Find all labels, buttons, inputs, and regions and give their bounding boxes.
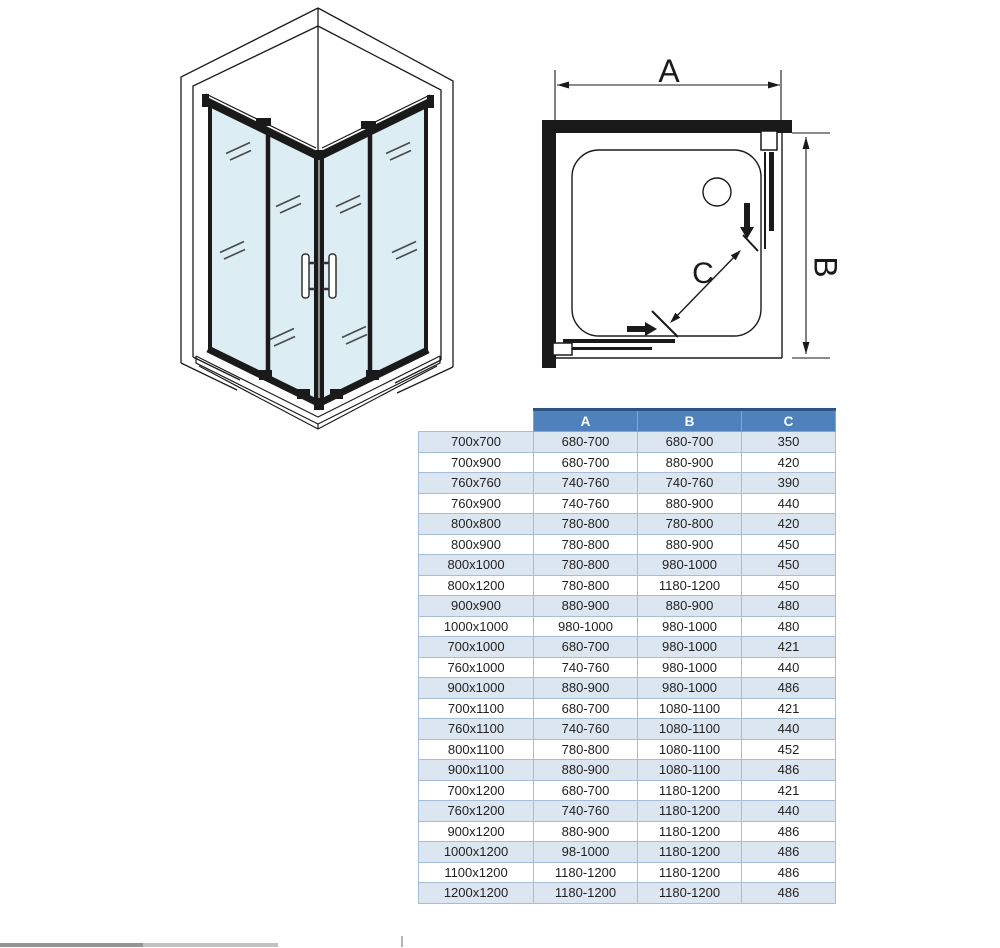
table-cell: 780-800 — [638, 514, 742, 535]
table-cell: 980-1000 — [638, 657, 742, 678]
table-row — [419, 637, 836, 658]
col-a-header: A — [534, 410, 638, 432]
table-row — [419, 780, 836, 801]
table-cell: 420 — [742, 452, 836, 473]
table-row — [419, 473, 836, 494]
table-cell: 880-900 — [638, 596, 742, 617]
table-cell: 700x700 — [419, 432, 534, 453]
table-cell: 740-760 — [534, 719, 638, 740]
table-cell: 480 — [742, 596, 836, 617]
table-cell: 486 — [742, 678, 836, 699]
table-cell: 740-760 — [534, 493, 638, 514]
table-cell: 1080-1100 — [638, 698, 742, 719]
table-header-row — [419, 410, 836, 432]
table-cell: 700x1100 — [419, 698, 534, 719]
table-cell: 486 — [742, 821, 836, 842]
isometric-view — [181, 8, 453, 429]
dim-a-label: A — [658, 53, 680, 89]
col-c-header: C — [742, 410, 836, 432]
table-row — [419, 493, 836, 514]
table-body — [419, 432, 836, 904]
table-cell: 880-900 — [638, 452, 742, 473]
table-cell: 760x1200 — [419, 801, 534, 822]
table-cell: 450 — [742, 534, 836, 555]
table-cell: 486 — [742, 883, 836, 904]
table-cell: 1000x1200 — [419, 842, 534, 863]
table-cell: 486 — [742, 842, 836, 863]
table-cell: 980-1000 — [638, 678, 742, 699]
table-cell: 880-900 — [534, 821, 638, 842]
slide-arrow-down — [740, 203, 754, 239]
size-table — [418, 408, 836, 904]
horizontal-scrollbar[interactable] — [0, 943, 278, 947]
table-cell: 880-900 — [534, 678, 638, 699]
table-cell: 880-900 — [534, 760, 638, 781]
table-cell: 980-1000 — [638, 637, 742, 658]
table-cell: 421 — [742, 780, 836, 801]
table-row — [419, 596, 836, 617]
table-cell: 680-700 — [534, 452, 638, 473]
door-edge-tick-top — [743, 235, 758, 251]
plan-wall-left — [542, 120, 556, 368]
plan-door-bottom — [553, 341, 675, 355]
scrollbar-tick — [401, 936, 403, 947]
table-cell: 880-900 — [638, 493, 742, 514]
table-cell: 390 — [742, 473, 836, 494]
table-cell: 1180-1200 — [534, 883, 638, 904]
table-row — [419, 575, 836, 596]
table-cell: 800x1200 — [419, 575, 534, 596]
scrollbar-thumb[interactable] — [0, 943, 143, 947]
table-cell: 880-900 — [534, 596, 638, 617]
dimension-c — [670, 250, 741, 323]
table-row — [419, 514, 836, 535]
table-cell: 880-900 — [638, 534, 742, 555]
slide-arrow-right — [627, 322, 657, 336]
table-row — [419, 801, 836, 822]
dimension-b — [792, 133, 844, 358]
table-cell: 780-800 — [534, 555, 638, 576]
table-row — [419, 452, 836, 473]
table-cell: 98-1000 — [534, 842, 638, 863]
table-cell: 486 — [742, 862, 836, 883]
table-cell: 700x1000 — [419, 637, 534, 658]
table-cell: 680-700 — [534, 698, 638, 719]
table-cell: 780-800 — [534, 534, 638, 555]
table-cell: 1080-1100 — [638, 719, 742, 740]
table-cell: 1180-1200 — [638, 801, 742, 822]
dim-b-label: B — [807, 256, 844, 278]
table-cell: 780-800 — [534, 514, 638, 535]
table-cell: 440 — [742, 801, 836, 822]
table-cell: 780-800 — [534, 575, 638, 596]
table-cell: 1180-1200 — [638, 821, 742, 842]
table-cell: 421 — [742, 637, 836, 658]
roller-left — [256, 118, 271, 126]
table-cell: 740-760 — [638, 473, 742, 494]
table-cell: 440 — [742, 719, 836, 740]
table-cell: 1180-1200 — [638, 862, 742, 883]
table-row — [419, 555, 836, 576]
table-cell: 680-700 — [534, 432, 638, 453]
col-b-header: B — [638, 410, 742, 432]
table-cell: 900x1200 — [419, 821, 534, 842]
table-row — [419, 821, 836, 842]
table-cell: 680-700 — [638, 432, 742, 453]
table-cell: 740-760 — [534, 657, 638, 678]
table-row — [419, 883, 836, 904]
table-row — [419, 760, 836, 781]
table-cell: 440 — [742, 657, 836, 678]
table-cell: 980-1000 — [638, 555, 742, 576]
table-row — [419, 842, 836, 863]
table-cell: 760x760 — [419, 473, 534, 494]
table-cell: 440 — [742, 493, 836, 514]
table-cell: 740-760 — [534, 801, 638, 822]
table-cell: 480 — [742, 616, 836, 637]
table-cell: 800x900 — [419, 534, 534, 555]
table-cell: 1080-1100 — [638, 760, 742, 781]
table-cell: 421 — [742, 698, 836, 719]
door-edge-tick-bottom — [652, 311, 678, 337]
table-row — [419, 432, 836, 453]
table-cell: 760x1100 — [419, 719, 534, 740]
table-cell: 486 — [742, 760, 836, 781]
table-cell: 980-1000 — [534, 616, 638, 637]
plan-wall-top — [542, 120, 792, 133]
roller-right — [361, 121, 376, 129]
table-cell: 980-1000 — [638, 616, 742, 637]
plan-enclosure-outline — [556, 133, 782, 358]
size-column-header — [419, 410, 534, 432]
table-row — [419, 616, 836, 637]
table-row — [419, 678, 836, 699]
table-row — [419, 534, 836, 555]
table-row — [419, 739, 836, 760]
table-cell: 900x1100 — [419, 760, 534, 781]
dim-c-label: C — [692, 257, 714, 290]
table-cell: 780-800 — [534, 739, 638, 760]
table-cell: 420 — [742, 514, 836, 535]
table-cell: 1180-1200 — [638, 780, 742, 801]
table-cell: 680-700 — [534, 780, 638, 801]
diagram-canvas — [0, 0, 1000, 440]
table-cell: 760x900 — [419, 493, 534, 514]
plan-door-right — [761, 131, 777, 249]
table-cell: 1180-1200 — [534, 862, 638, 883]
table-cell: 1000x1000 — [419, 616, 534, 637]
table-cell: 700x900 — [419, 452, 534, 473]
table-cell: 900x1000 — [419, 678, 534, 699]
table-row — [419, 698, 836, 719]
table-cell: 350 — [742, 432, 836, 453]
plan-view — [542, 53, 844, 368]
table-row — [419, 657, 836, 678]
table-cell: 1080-1100 — [638, 739, 742, 760]
drain-circle — [703, 178, 731, 206]
table-cell: 452 — [742, 739, 836, 760]
table-cell: 800x1000 — [419, 555, 534, 576]
table-cell: 800x800 — [419, 514, 534, 535]
plan-shower-tray — [572, 150, 761, 336]
table-cell: 800x1100 — [419, 739, 534, 760]
table-cell: 700x1200 — [419, 780, 534, 801]
table-cell: 450 — [742, 555, 836, 576]
table-cell: 1200x1200 — [419, 883, 534, 904]
table-row — [419, 719, 836, 740]
table-cell: 1180-1200 — [638, 575, 742, 596]
table-cell: 1100x1200 — [419, 862, 534, 883]
table-cell: 900x900 — [419, 596, 534, 617]
table-cell: 1180-1200 — [638, 883, 742, 904]
table-cell: 680-700 — [534, 637, 638, 658]
table-cell: 760x1000 — [419, 657, 534, 678]
table-cell: 740-760 — [534, 473, 638, 494]
table-cell: 450 — [742, 575, 836, 596]
table-row — [419, 862, 836, 883]
table-cell: 1180-1200 — [638, 842, 742, 863]
